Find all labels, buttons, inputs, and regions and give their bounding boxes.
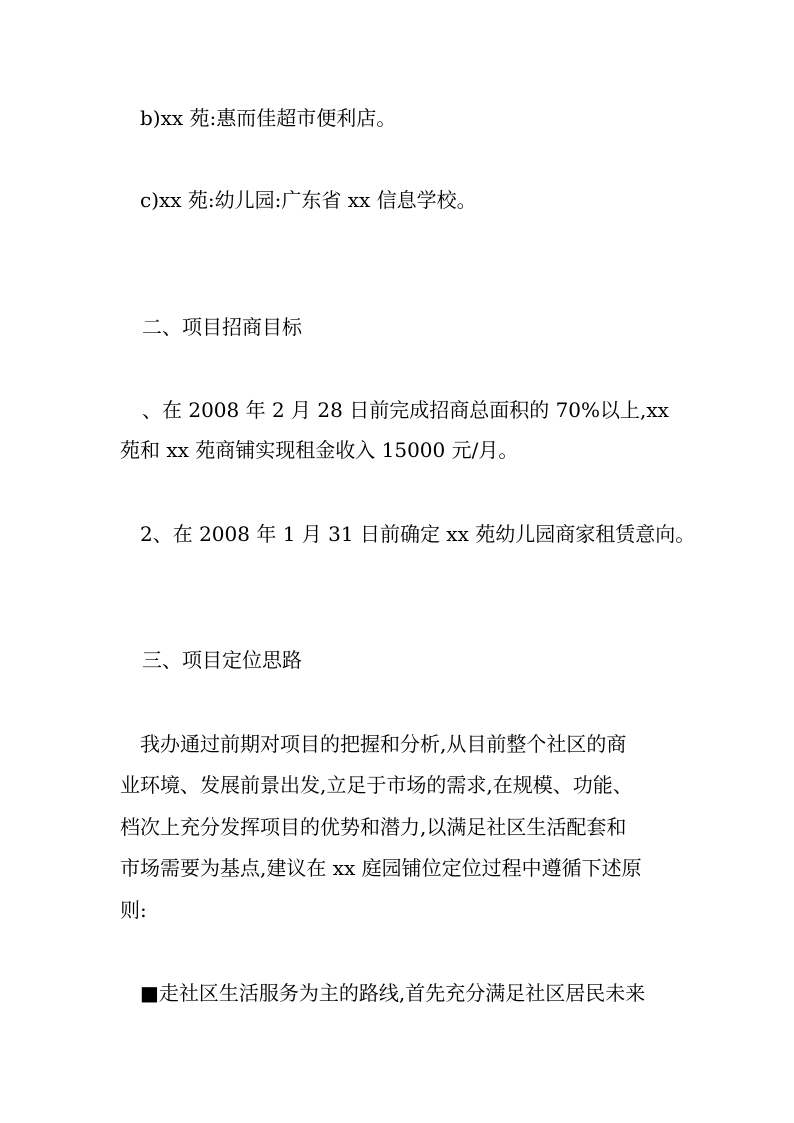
paragraph-line-5: 则: (120, 898, 147, 922)
goal1-line1: 、在 2008 年 2 月 28 日前完成招商总面积的 70%以上,xx (142, 398, 669, 422)
list-item-b: b)xx 苑:惠而佳超市便利店。 (140, 106, 397, 130)
goal2: 2、在 2008 年 1 月 31 日前确定 xx 苑幼儿园商家租赁意向。 (140, 522, 696, 546)
goal1-line2: 苑和 xx 苑商铺实现租金收入 15000 元/月。 (120, 438, 519, 462)
paragraph-line-2: 业环境、发展前景出发,立足于市场的需求,在规模、功能、 (120, 773, 633, 797)
list-item-c: c)xx 苑:幼儿园:广东省 xx 信息学校。 (140, 188, 477, 212)
section-heading-3: 三、项目定位思路 (142, 648, 302, 672)
paragraph-line-3: 档次上充分发挥项目的优势和潜力,以满足社区生活配套和 (120, 815, 627, 839)
paragraph-line-1: 我办通过前期对项目的把握和分析,从目前整个社区的商 (140, 732, 627, 756)
bullet-line-1: ■走社区生活服务为主的路线,首先充分满足社区居民未来 (140, 981, 646, 1005)
section-heading-2: 二、项目招商目标 (142, 315, 302, 339)
paragraph-line-4: 市场需要为基点,建议在 xx 庭园铺位定位过程中遵循下述原 (120, 856, 642, 880)
